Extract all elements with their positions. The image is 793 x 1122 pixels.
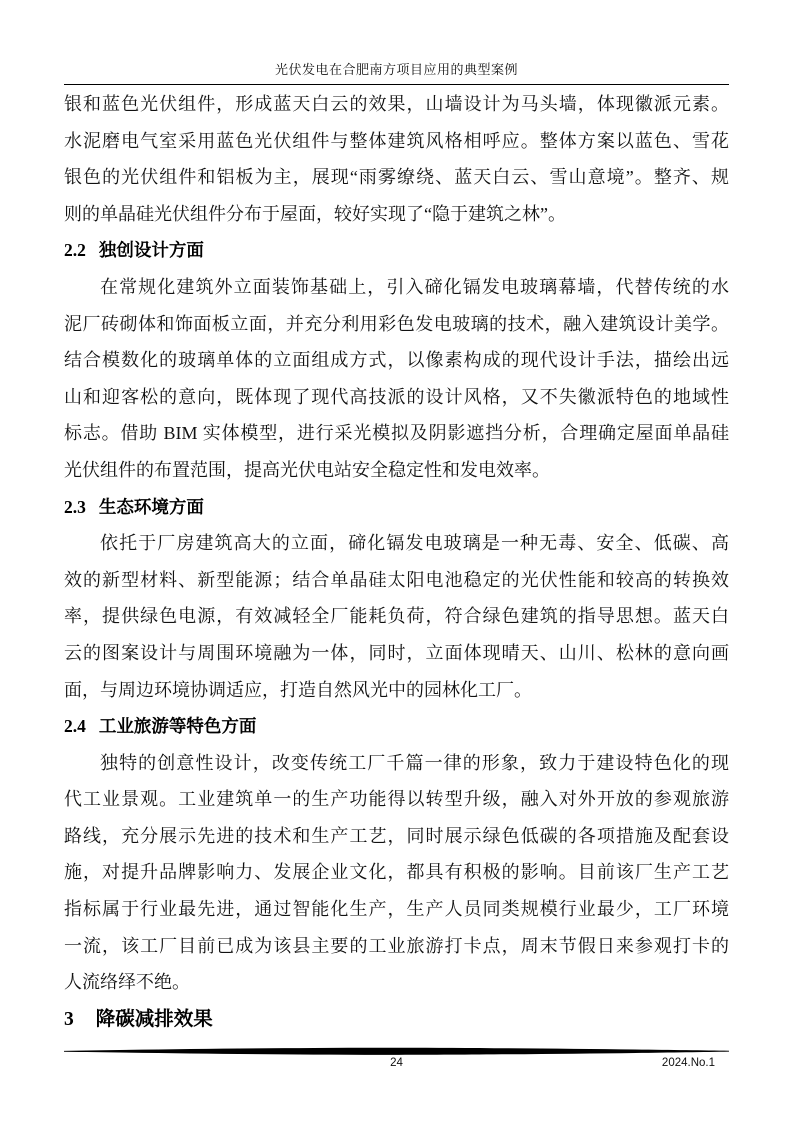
body-line: 一流，该工厂目前已成为该县主要的工业旅游打卡点，周末节假日来参观打卡的 [64,935,729,956]
heading-title: 独创设计方面 [98,240,204,261]
paragraph [64,86,729,232]
heading-number: 3 [64,1008,74,1030]
body-line: 独特的创意性设计，改变传统工厂千篇一律的形象，致力于建设特色化的现 [100,752,729,773]
paragraph [64,525,729,708]
body-line: 率，提供绿色电源，有效减轻全厂能耗负荷，符合绿色建筑的指导思想。蓝天白 [64,606,729,627]
footer-rule-icon [64,1047,729,1056]
body-line: 在常规化建筑外立面装饰基础上，引入碲化镉发电玻璃幕墙，代替传统的水 [100,276,729,297]
body-line: 路线，充分展示先进的技术和生产工艺，同时展示绿色低碳的各项措施及配套设 [64,825,729,846]
body-line: 银色的光伏组件和铝板为主，展现“雨雾缭绕、蓝天白云、雪山意境”。整齐、规 [64,167,729,188]
heading-number: 2.2 [64,240,86,261]
heading-number: 2.4 [64,716,86,737]
heading-number: 2.3 [64,496,86,517]
body-line: 水泥磨电气室采用蓝色光伏组件与整体建筑风格相呼应。整体方案以蓝色、雪花 [64,130,729,151]
header-title: 光伏发电在合肥南方项目应用的典型案例 [274,62,518,77]
body-line: 施，对提升品牌影响力、发展企业文化，都具有积极的影响。目前该厂生产工艺 [64,862,729,883]
body-line: 人流络绎不绝。 [64,972,190,993]
heading-title: 生态环境方面 [98,496,204,517]
section-heading [64,708,729,745]
footer-issue-label: 2024.No.1 [661,1057,715,1069]
page-footer [64,1057,729,1073]
section-heading [64,232,729,269]
footer-page-number: 24 [390,1057,403,1069]
body-line: 标志。借助 BIM 实体模型，进行采光模拟及阴影遮挡分析，合理确定屋面单晶硅 [64,423,729,444]
paragraph [64,745,729,1001]
section-heading [64,489,729,526]
body-line: 云的图案设计与周围环境融为一体，同时，立面体现晴天、山川、松林的意向画 [64,642,729,663]
heading-title: 工业旅游等特色方面 [98,716,257,737]
body-line: 泥厂砖砌体和饰面板立面，并充分利用彩色发电玻璃的技术，融入建筑设计美学。 [64,313,729,334]
heading-title: 降碳减排效果 [95,1007,213,1030]
paragraph [64,269,729,489]
body-line: 指标属于行业最先进，通过智能化生产，生产人员同类规模行业最少，工厂环境 [64,899,729,920]
body-line: 依托于厂房建筑高大的立面，碲化镉发电玻璃是一种无毒、安全、低碳、高 [100,533,729,554]
section-heading [64,1001,729,1039]
body-line: 银和蓝色光伏组件，形成蓝天白云的效果，山墙设计为马头墙，体现徽派元素。 [64,94,729,114]
body-line: 山和迎客松的意向，既体现了现代高技派的设计风格，又不失徽派特色的地域性 [64,386,729,407]
body-line: 光伏组件的布置范围，提高光伏电站安全稳定性和发电效率。 [64,459,550,480]
body-line: 代工业景观。工业建筑单一的生产功能得以转型升级，融入对外开放的参观旅游 [64,789,729,810]
document-content [64,86,729,1038]
body-line: 则的单晶硅光伏组件分布于屋面，较好实现了“隐于建筑之林”。 [64,203,566,224]
body-line: 效的新型材料、新型能源；结合单晶硅太阳电池稳定的光伏性能和较高的转换效 [64,569,729,590]
body-line: 面，与周边环境协调适应，打造自然风光中的园林化工厂。 [64,679,532,700]
body-line: 结合模数化的玻璃单体的立面组成方式，以像素构成的现代设计手法，描绘出远 [64,350,729,371]
page-header [64,59,729,85]
